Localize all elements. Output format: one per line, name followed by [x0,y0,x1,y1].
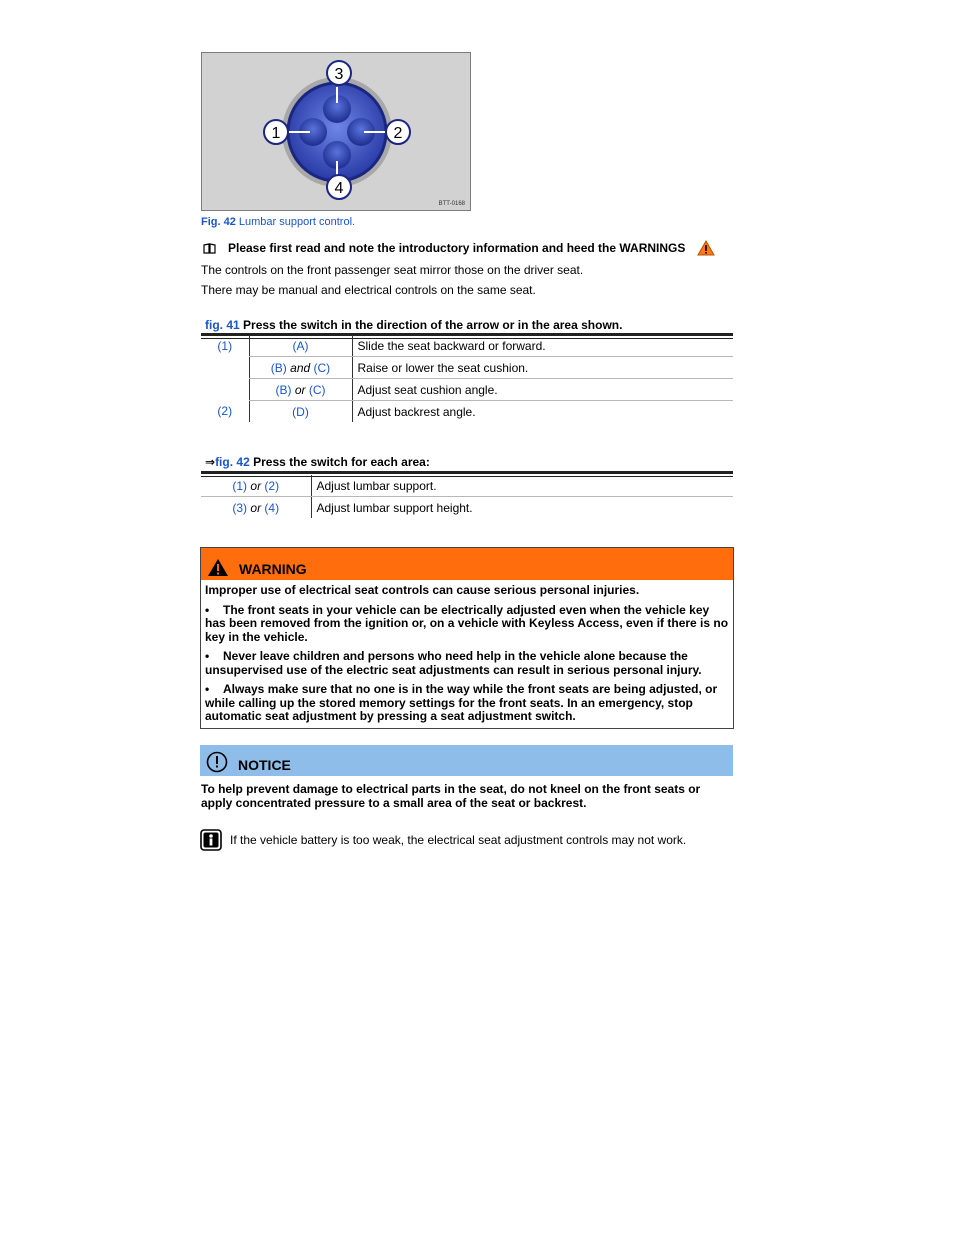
conjunction: or [250,500,262,515]
warning-bullet-text: Never leave children and persons who need help in the vehicle alone because the unsupervised use of the electric seat adjustments can result in serious personal injury. [205,649,702,677]
warning-body [201,580,733,728]
control-label: (C) [308,382,326,397]
warning-lead: Improper use of electrical seat controls can cause serious personal injuries. [205,583,640,597]
bullet-icon: • [205,602,210,617]
action-text: Adjust lumbar support height. [311,497,733,519]
svg-text:2: 2 [393,125,403,142]
bullet-icon: • [205,682,210,696]
notice-icon [206,751,228,773]
conjunction: or [294,382,306,397]
warning-triangle-icon [697,240,715,256]
control-label: (2) [264,478,280,493]
intro-heading-text: Please first read and note the introductory information and heed the WARNINGS [228,241,686,255]
table-row [201,401,733,423]
info-note [200,829,686,851]
callout-4 [327,175,351,199]
action-text: Adjust backrest angle. [352,401,733,423]
bullet-icon: • [205,649,210,663]
row-id: (2) [217,404,233,419]
arrow-icon: ⇒ [205,455,216,469]
figure-number: Fig. 42 [201,216,236,228]
warning-header [201,548,733,580]
warning-bullet [205,604,729,645]
table1-title [205,318,622,332]
info-text: If the vehicle battery is too weak, the electrical seat adjustment controls may not work. [230,833,687,847]
control-label: (B) [275,382,292,397]
figure-caption [201,216,355,228]
intro-line-1: The controls on the front passenger seat mirror those on the driver seat. [201,263,584,277]
lumbar-control-illustration [202,53,470,210]
row-id: (1) [217,339,233,353]
info-icon [200,829,222,851]
control-label: (A) [292,338,309,353]
action-text: Slide the seat backward or forward. [352,335,733,357]
table2-title-text: Press the switch for each area: [253,455,430,469]
table-row [201,475,733,497]
conjunction: and [290,360,311,375]
control-label: (B) [270,360,287,375]
table2-title [205,455,430,469]
control-label: (3) [232,500,248,515]
control-label: (D) [292,404,309,419]
control-label: (1) [232,478,248,493]
book-icon [203,243,216,254]
warning-bullet [205,683,729,724]
action-text: Adjust lumbar support. [311,475,733,497]
table1-fig-link[interactable]: fig. 41 [205,318,240,332]
action-text: Adjust seat cushion angle. [352,379,733,401]
warning-title: WARNING [239,561,307,577]
warning-bullet [205,650,729,677]
table-row [201,497,733,519]
svg-text:1: 1 [271,125,281,142]
lumbar-support-figure [201,52,471,211]
table-row [201,335,733,357]
control-label: (C) [313,360,331,375]
intro-heading [203,240,715,256]
callout-1 [264,120,288,144]
warning-triangle-icon [207,558,229,577]
table1-title-text: Press the switch in the direction of the arrow or in the area shown. [243,318,623,332]
seat-controls-table [201,335,733,422]
warning-box [200,547,734,729]
table2-fig-link[interactable]: fig. 42 [215,455,250,469]
figure-code: BTT-0168 [438,201,465,207]
control-label: (4) [264,500,280,515]
warning-bullet-text: Always make sure that no one is in the way while the front seats are being adjusted, or while calling up the stored memory settings for the front seats. In an emergency, stop automatic seat adjustment by pressing a seat adjustment switch. [205,682,718,723]
warning-bullet-text: The front seats in your vehicle can be electrically adjusted even when the vehicle key has been removed from the ignition or, on a vehicle with Keyless Access, even if there is no key in the vehicle. [205,602,729,644]
conjunction: or [250,478,262,493]
figure-caption-text: Lumbar support control. [238,216,356,228]
svg-text:3: 3 [334,66,344,83]
table-row [201,379,733,401]
callout-2 [386,120,410,144]
table-row [201,357,733,379]
action-text: Raise or lower the seat cushion. [352,357,733,379]
intro-line-2: There may be manual and electrical controls on the same seat. [201,283,536,297]
svg-text:4: 4 [334,180,344,197]
callout-3 [327,61,351,85]
notice-header [200,745,733,776]
lumbar-controls-table [201,475,733,518]
notice-title: NOTICE [238,757,291,773]
notice-text: To help prevent damage to electrical parts in the seat, do not kneel on the front seats or apply concentrated pressure to a small area of the seat or backrest. [201,782,701,810]
